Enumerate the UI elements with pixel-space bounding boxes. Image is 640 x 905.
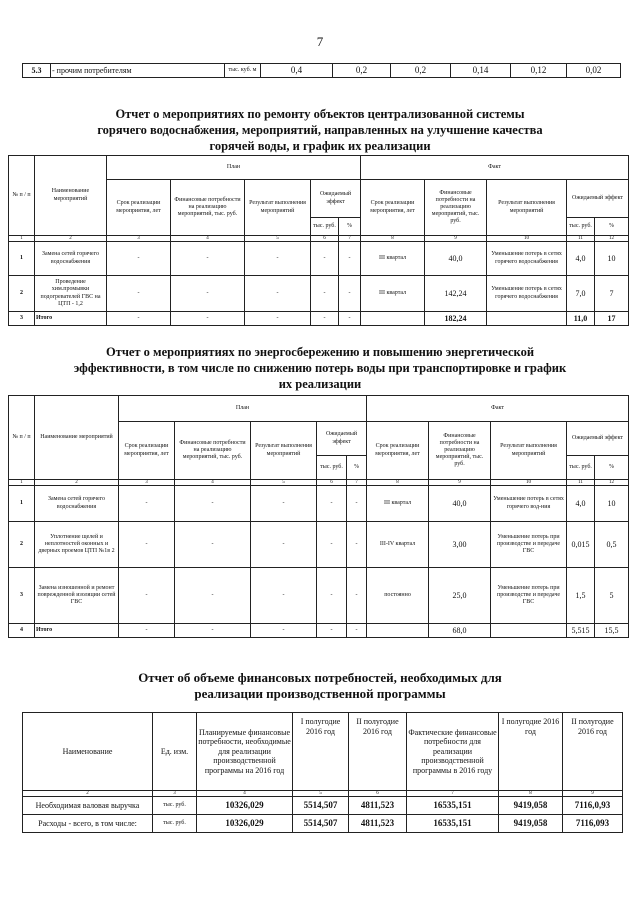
- header-name: Наименование: [23, 713, 153, 791]
- cell: -: [339, 276, 361, 312]
- cell: Уменьшение потерь в сетях горячего вод-ния: [491, 486, 567, 522]
- row-number: 3: [9, 568, 35, 624]
- cell: 10326,029: [197, 815, 293, 833]
- cell: 142,24: [425, 276, 487, 312]
- section3-title: Отчет об объеме финансовых потребностей, необходимых для реализации производственной программы: [138, 670, 502, 701]
- cell: -: [347, 568, 367, 624]
- col-index: 4: [197, 791, 293, 797]
- cell: [491, 624, 567, 638]
- header-num: № п / п: [9, 156, 35, 236]
- value-cell: 0,02: [567, 64, 621, 78]
- cell: -: [311, 242, 339, 276]
- header-fact-pct: %: [595, 456, 629, 480]
- cell: III-IV квартал: [367, 522, 429, 568]
- cell: -: [339, 312, 361, 326]
- header-pct: %: [339, 218, 361, 236]
- header-fact-rub: тыс. руб.: [567, 218, 595, 236]
- cell: -: [251, 624, 317, 638]
- col-index: 8: [367, 480, 429, 486]
- top-row-table: [22, 63, 621, 78]
- col-index: 7: [407, 791, 499, 797]
- cell: 15,5: [595, 624, 629, 638]
- header-fact-rub: тыс. руб.: [567, 456, 595, 480]
- cell: -: [251, 568, 317, 624]
- header-name: Наименование мероприятий: [35, 396, 119, 480]
- table-row: [9, 276, 629, 312]
- table-row: [9, 312, 629, 326]
- cell: -: [171, 242, 245, 276]
- col-index: 6: [311, 236, 339, 242]
- cell: -: [347, 624, 367, 638]
- row-name: - прочим потребителям: [51, 64, 225, 78]
- cell: -: [107, 276, 171, 312]
- col-index: 7: [347, 480, 367, 486]
- row-number: 5.3: [23, 64, 51, 78]
- header-term: Срок реализации мероприятия, лет: [107, 180, 171, 236]
- cell: 10: [595, 486, 629, 522]
- header-rub: тыс. руб.: [317, 456, 347, 480]
- cell: 7: [595, 276, 629, 312]
- row-unit: тыс. руб.: [153, 815, 197, 833]
- cell: III квартал: [361, 276, 425, 312]
- header-plan: План: [107, 156, 361, 180]
- cell: 25,0: [429, 568, 491, 624]
- row-name: Необходимая валовая выручка: [23, 797, 153, 815]
- section3-table: [22, 712, 623, 833]
- row-name: Расходы - всего, в том числе:: [23, 815, 153, 833]
- cell: -: [347, 522, 367, 568]
- header-fact-fin: Финансовые потребности на реализацию мероприятий, тыс. руб.: [429, 422, 491, 480]
- cell: 4,0: [567, 486, 595, 522]
- col-index: 3: [153, 791, 197, 797]
- col-index: 1: [9, 480, 35, 486]
- table-row: [23, 815, 623, 833]
- header-fact-term: Срок реализации мероприятия, лет: [367, 422, 429, 480]
- value-cell: 0,12: [511, 64, 567, 78]
- cell: 7116,093: [563, 815, 623, 833]
- col-index: 6: [317, 480, 347, 486]
- header-h1: I полугодие 2016 год: [293, 713, 349, 791]
- cell: 17: [595, 312, 629, 326]
- cell: -: [317, 486, 347, 522]
- table-row: [9, 568, 629, 624]
- cell: Уменьшение потерь в сетях горячего водоснабжения: [487, 276, 567, 312]
- header-fact-effect: Ожидаемый эффект: [567, 422, 629, 456]
- header-unit: Ед. изм.: [153, 713, 197, 791]
- row-name: Проведение хим.промывки подогревателей ГВС на ЦТП - 1,2: [35, 276, 107, 312]
- cell: -: [311, 312, 339, 326]
- cell: -: [175, 568, 251, 624]
- row-name: Замена сетей горячего водоснабжения: [35, 242, 107, 276]
- cell: 7,0: [567, 276, 595, 312]
- col-index: 10: [487, 236, 567, 242]
- cell: 4,0: [567, 242, 595, 276]
- header-rub: тыс. руб.: [311, 218, 339, 236]
- col-index: 7: [339, 236, 361, 242]
- cell: -: [311, 276, 339, 312]
- col-index: 8: [499, 791, 563, 797]
- header-effect: Ожидаемый эффект: [317, 422, 367, 456]
- row-name: Итого: [35, 624, 119, 638]
- cell: -: [317, 624, 347, 638]
- section1-title: Отчет о мероприятиях по ремонту объектов централизованной системы горячего водоснабжения, мероприятий, направленных на улучшение качества горячей воды, и график их реализации: [97, 107, 543, 153]
- header-name: Наименование мероприятий: [35, 156, 107, 236]
- col-index: 2: [23, 791, 153, 797]
- header-result: Результат выполнения мероприятий: [251, 422, 317, 480]
- col-index: 4: [175, 480, 251, 486]
- page-number: 7: [316, 34, 324, 49]
- cell: постоянно: [367, 568, 429, 624]
- cell: [367, 624, 429, 638]
- cell: -: [119, 624, 175, 638]
- cell: -: [175, 624, 251, 638]
- col-index: 10: [491, 480, 567, 486]
- cell: 4811,523: [349, 797, 407, 815]
- col-index: 4: [171, 236, 245, 242]
- cell: 5,515: [567, 624, 595, 638]
- header-fact-term: Срок реализации мероприятия, лет: [361, 180, 425, 236]
- col-index: 3: [119, 480, 175, 486]
- cell: III квартал: [361, 242, 425, 276]
- header-fin: Финансовые потребности на реализацию мероприятий, тыс. руб.: [171, 180, 245, 236]
- cell: [487, 312, 567, 326]
- row-name: Замена сетей горячего водоснабжения: [35, 486, 119, 522]
- cell: -: [317, 522, 347, 568]
- header-fact-h2: II полугодие 2016 год: [563, 713, 623, 791]
- section2-title: Отчет о мероприятиях по энергосбережению и повышению энергетической эффективности, в том числе по снижению потерь воды при транспортировке и график их реализации: [73, 345, 567, 391]
- header-result: Результат выполнения мероприятий: [245, 180, 311, 236]
- header-num: № п / п: [9, 396, 35, 480]
- row-unit: тыс. руб.: [153, 797, 197, 815]
- cell: -: [171, 276, 245, 312]
- cell: -: [245, 312, 311, 326]
- cell: 1,5: [567, 568, 595, 624]
- cell: 0,5: [595, 522, 629, 568]
- cell: 7116,0,93: [563, 797, 623, 815]
- col-index: 2: [35, 480, 119, 486]
- row-number: 4: [9, 624, 35, 638]
- cell: -: [119, 486, 175, 522]
- header-fact: Факт: [361, 156, 629, 180]
- col-index: 11: [567, 480, 595, 486]
- cell: 3,00: [429, 522, 491, 568]
- cell: [361, 312, 425, 326]
- row-number: 2: [9, 276, 35, 312]
- cell: 5514,507: [293, 797, 349, 815]
- row-number: 1: [9, 486, 35, 522]
- row-name: Уплотнение щелей и неплотностей оконных и дверных проемов ЦТП №1в 2: [35, 522, 119, 568]
- header-effect: Ожидаемый эффект: [311, 180, 361, 218]
- cell: III квартал: [367, 486, 429, 522]
- cell: 16535,151: [407, 815, 499, 833]
- value-cell: 0,2: [333, 64, 391, 78]
- row-name: Итого: [35, 312, 107, 326]
- header-fact-fin: Финансовые потребности на реализацию мероприятий, тыс. руб.: [425, 180, 487, 236]
- header-fact: Факт: [367, 396, 629, 422]
- col-index: 2: [35, 236, 107, 242]
- cell: -: [119, 568, 175, 624]
- cell: -: [347, 486, 367, 522]
- row-number: 2: [9, 522, 35, 568]
- col-index: 9: [425, 236, 487, 242]
- header-plan: План: [119, 396, 367, 422]
- col-index: 9: [563, 791, 623, 797]
- cell: 9419,058: [499, 815, 563, 833]
- cell: -: [251, 522, 317, 568]
- section1-table: [8, 155, 629, 326]
- table-row: [9, 624, 629, 638]
- cell: -: [175, 486, 251, 522]
- col-index: 3: [107, 236, 171, 242]
- cell: -: [245, 276, 311, 312]
- value-cell: 0,14: [451, 64, 511, 78]
- cell: -: [119, 522, 175, 568]
- cell: Уменьшение потерь при производстве и передаче ГВС: [491, 522, 567, 568]
- header-fact-result: Результат выполнения мероприятий: [487, 180, 567, 236]
- table-row: [23, 797, 623, 815]
- cell: 10326,029: [197, 797, 293, 815]
- col-index: 5: [293, 791, 349, 797]
- header-pct: %: [347, 456, 367, 480]
- col-index: 5: [245, 236, 311, 242]
- value-cell: 0,2: [391, 64, 451, 78]
- cell: 9419,058: [499, 797, 563, 815]
- cell: -: [107, 242, 171, 276]
- cell: 4811,523: [349, 815, 407, 833]
- cell: 16535,151: [407, 797, 499, 815]
- cell: Уменьшение потерь в сетях горячего водоснабжения: [487, 242, 567, 276]
- cell: 40,0: [429, 486, 491, 522]
- value-cell: 0,4: [261, 64, 333, 78]
- header-actual: Фактические финансовые потребности для реализации производственной программы в 2016 году: [407, 713, 499, 791]
- cell: -: [251, 486, 317, 522]
- col-index: 8: [361, 236, 425, 242]
- cell: -: [171, 312, 245, 326]
- cell: -: [245, 242, 311, 276]
- cell: 5: [595, 568, 629, 624]
- col-index: 1: [9, 236, 35, 242]
- cell: -: [175, 522, 251, 568]
- col-index: 12: [595, 480, 629, 486]
- cell: 182,24: [425, 312, 487, 326]
- header-term: Срок реализации мероприятия, лет: [119, 422, 175, 480]
- header-fact-pct: %: [595, 218, 629, 236]
- cell: 5514,507: [293, 815, 349, 833]
- header-h2: II полугодие 2016 год: [349, 713, 407, 791]
- row-number: 3: [9, 312, 35, 326]
- row-unit: тыс. куб. м: [225, 64, 261, 78]
- header-planned: Планируемые финансовые потребности, необходимые для реализации производственной программы на 2016 год: [197, 713, 293, 791]
- header-fact-result: Результат выполнения мероприятий: [491, 422, 567, 480]
- cell: Уменьшение потерь при производстве и передаче ГВС: [491, 568, 567, 624]
- header-fact-effect: Ожидаемый эффект: [567, 180, 629, 218]
- col-index: 11: [567, 236, 595, 242]
- row-number: 1: [9, 242, 35, 276]
- header-fact-h1: I полугодие 2016 год: [499, 713, 563, 791]
- header-fin: Финансовые потребности на реализацию мероприятий, тыс. руб.: [175, 422, 251, 480]
- row-name: Замена изношенной и ремонт поврежденной изоляции сетей ГВС: [35, 568, 119, 624]
- cell: 0,015: [567, 522, 595, 568]
- table-row: [9, 486, 629, 522]
- cell: -: [317, 568, 347, 624]
- table-row: [9, 242, 629, 276]
- col-index: 5: [251, 480, 317, 486]
- cell: 10: [595, 242, 629, 276]
- cell: 40,0: [425, 242, 487, 276]
- col-index: 9: [429, 480, 491, 486]
- cell: 68,0: [429, 624, 491, 638]
- section2-table: [8, 395, 629, 638]
- table-row: [9, 522, 629, 568]
- cell: -: [107, 312, 171, 326]
- cell: -: [339, 242, 361, 276]
- col-index: 12: [595, 236, 629, 242]
- cell: 11,0: [567, 312, 595, 326]
- col-index: 6: [349, 791, 407, 797]
